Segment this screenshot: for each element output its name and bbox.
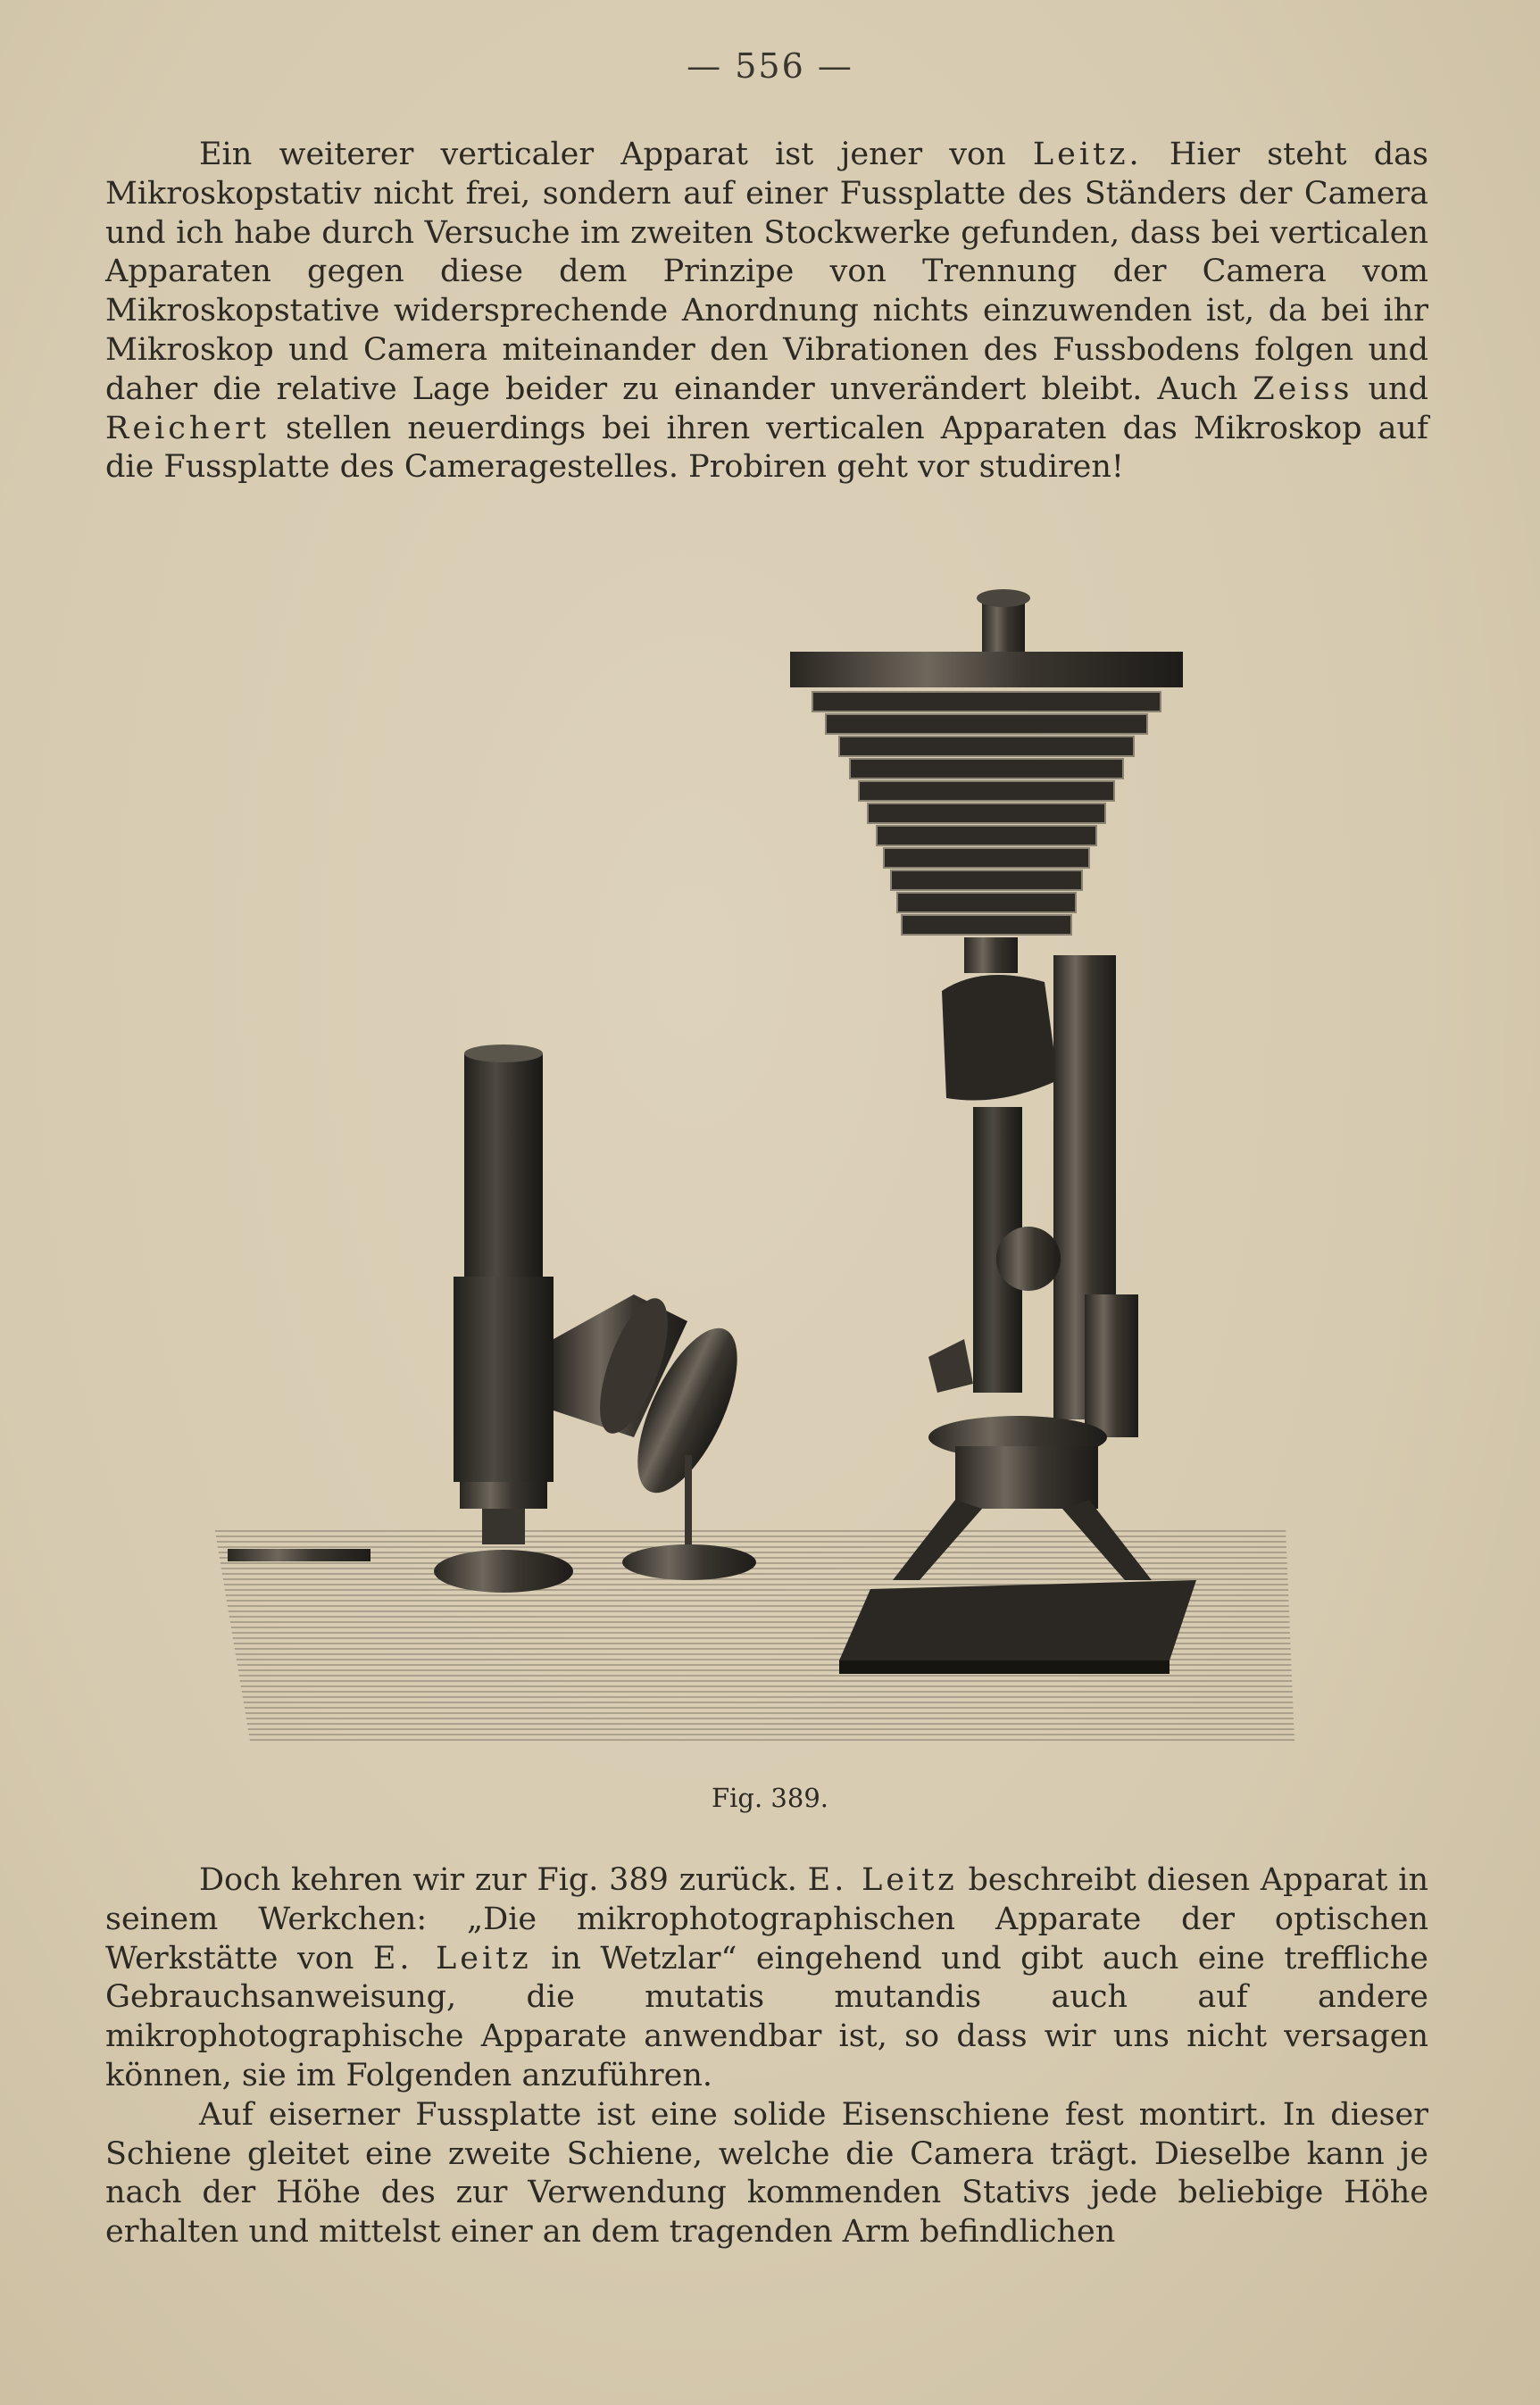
- p1-text-b: Hier steht das Mikroskopstativ nicht frei, sondern auf einer Fussplatte des Ständers der Camera und ich habe durch Versuche im zweiten Stockwerke gefunden, dass bei verticalen Apparaten gegen diese dem Prinzipe von Trennung der Camera vom Mikroskopstative widersprechende Anordnung nichts einzuwenden ist, da bei ihr Mikroskop und Camera miteinander den Vibrationen des Fussbodens folgen und daher die relative Lage beider zu einander unverändert bleibt. Auch: [105, 137, 1428, 407]
- focus-knob: [996, 1227, 1061, 1291]
- bellows: [812, 692, 1161, 935]
- p1-text-c: und: [1353, 370, 1428, 407]
- p2-text-a: Doch kehren wir zur Fig. 389 zurück.: [199, 1862, 808, 1898]
- p2-text-c: in Wetzlar“ eingehend und gibt auch eine treffliche Gebrauchsanweisung, die mutatis mutandis auch auf andere mikrophotographische Apparate anwendbar ist, so dass wir uns nicht versagen können, sie im Folgenden anzuführen.: [105, 1940, 1428, 2093]
- lamp-rod: [228, 1549, 370, 1561]
- tube-lower: [454, 1277, 554, 1482]
- p1-text-a: Ein weiterer verticaler Apparat ist jener von: [199, 137, 1033, 172]
- name-e-leitz-2: E. Leitz: [372, 1940, 532, 1976]
- paragraph-3: Auf eiserner Fussplatte ist eine solide Eisenschiene fest montirt. In dieser Schiene gleitet eine zweite Schiene, welche die Camera trägt. Dieselbe kann je nach der Höhe des zur Verwendung kommenden Stativs jede beliebige Höhe erhalten und mittelst einer an dem tragenden Arm befindlichen: [105, 2096, 1428, 2251]
- p2-text-b: beschreibt diesen Apparat in seinem Werkchen: „Die mikrophotographischen Apparate der optischen Werkstätte von: [105, 1862, 1428, 1976]
- name-zeiss: Zeiss: [1253, 370, 1353, 407]
- light-sleeve: [942, 975, 1058, 1101]
- name-leitz: Leitz.: [1032, 137, 1143, 172]
- paragraph-2-and-3: [105, 1861, 1428, 2252]
- tube-upper: [464, 1053, 543, 1277]
- p1-text-d: stellen neuerdings bei ihren verticalen Apparaten das Mikroskop auf die Fussplatte des Cameragestelles. Probiren geht vor studiren!: [105, 410, 1428, 486]
- paragraph-2: [105, 1861, 1428, 2096]
- name-e-leitz-1: E. Leitz: [807, 1862, 958, 1898]
- page-number: — 556 —: [687, 46, 853, 86]
- base-board: [839, 1580, 1196, 1660]
- figure-microscope-apparatus: [214, 580, 1303, 1759]
- left-base: [434, 1550, 573, 1593]
- camera-top-plate: [790, 652, 1183, 687]
- name-reichert: Reichert: [105, 410, 270, 446]
- figure-caption: Fig. 389.: [712, 1783, 828, 1813]
- paragraph-1: [105, 136, 1428, 487]
